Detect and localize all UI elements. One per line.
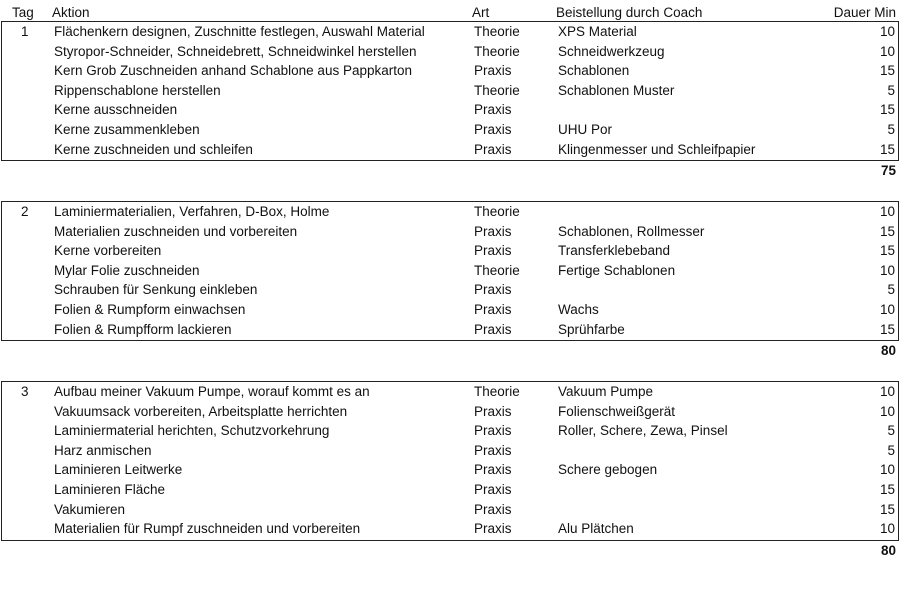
day-number: 2 xyxy=(21,204,29,219)
cell-art: Theorie xyxy=(474,24,520,39)
cell-dauer: 5 xyxy=(887,121,895,137)
cell-dauer: 10 xyxy=(879,384,895,399)
table-row xyxy=(2,22,898,42)
table-row xyxy=(2,460,898,480)
day-block-2 xyxy=(1,201,899,341)
day-number: 1 xyxy=(21,24,29,39)
cell-art: Theorie xyxy=(474,204,520,219)
day-block-1 xyxy=(1,21,899,161)
cell-beistellung: Alu Plätchen xyxy=(558,521,634,537)
cell-dauer: 10 xyxy=(879,204,895,219)
cell-dauer: 10 xyxy=(879,262,895,278)
cell-aktion: Aufbau meiner Vakuum Pumpe, worauf kommt es an xyxy=(54,384,370,399)
cell-dauer: 10 xyxy=(879,462,895,478)
cell-art: Praxis xyxy=(474,521,512,537)
cell-beistellung: Schneidwerkzeug xyxy=(558,43,665,59)
cell-dauer: 10 xyxy=(879,301,895,317)
day-total: 80 xyxy=(880,542,896,558)
cell-aktion: Kerne ausschneiden xyxy=(54,102,178,118)
cell-art: Praxis xyxy=(474,462,512,478)
cell-aktion: Vakuumsack vorbereiten, Arbeitsplatte herrichten xyxy=(54,403,348,419)
cell-aktion: Kern Grob Zuschneiden anhand Schablone aus Pappkarton xyxy=(54,63,413,79)
table-row xyxy=(2,81,898,101)
table-row xyxy=(2,441,898,461)
cell-dauer: 15 xyxy=(879,481,895,497)
table-row xyxy=(2,222,898,242)
cell-beistellung: XPS Material xyxy=(558,24,637,39)
cell-aktion: Kerne vorbereiten xyxy=(54,243,162,259)
cell-beistellung: Roller, Schere, Zewa, Pinsel xyxy=(558,423,728,439)
table-row xyxy=(2,280,898,300)
header-tag: Tag xyxy=(12,5,34,20)
table-row xyxy=(2,500,898,520)
table-row xyxy=(2,402,898,422)
cell-beistellung: UHU Por xyxy=(558,121,613,137)
cell-beistellung: Schablonen xyxy=(558,63,630,79)
header-art: Art xyxy=(472,5,490,20)
cell-art: Praxis xyxy=(474,301,512,317)
cell-aktion: Rippenschablone herstellen xyxy=(54,82,221,98)
cell-dauer: 15 xyxy=(879,501,895,517)
table-row xyxy=(2,241,898,261)
cell-aktion: Folien & Rumpfform lackieren xyxy=(54,321,232,337)
cell-beistellung: Folienschweißgerät xyxy=(558,403,676,419)
cell-aktion: Materialien zuschneiden und vorbereiten xyxy=(54,223,298,239)
cell-beistellung: Sprühfarbe xyxy=(558,321,625,337)
cell-aktion: Laminieren Fläche xyxy=(54,481,166,497)
cell-beistellung: Schere gebogen xyxy=(558,462,658,478)
day-total: 75 xyxy=(880,163,896,179)
cell-aktion: Laminiermaterialien, Verfahren, D-Box, Holme xyxy=(54,204,330,219)
table-row xyxy=(2,100,898,120)
cell-beistellung: Vakuum Pumpe xyxy=(558,384,654,399)
cell-art: Praxis xyxy=(474,102,512,118)
table-row xyxy=(2,202,898,222)
table-row xyxy=(2,519,898,539)
cell-art: Theorie xyxy=(474,82,520,98)
cell-art: Praxis xyxy=(474,321,512,337)
cell-art: Praxis xyxy=(474,481,512,497)
table-row xyxy=(2,140,898,160)
table-row xyxy=(2,421,898,441)
cell-art: Praxis xyxy=(474,423,512,439)
table-row xyxy=(2,320,898,340)
cell-beistellung: Schablonen Muster xyxy=(558,82,675,98)
cell-beistellung: Klingenmesser und Schleifpapier xyxy=(558,141,756,157)
cell-dauer: 5 xyxy=(887,423,895,439)
cell-art: Praxis xyxy=(474,442,512,458)
day-block-3 xyxy=(1,381,899,541)
cell-dauer: 10 xyxy=(879,521,895,537)
cell-beistellung: Schablonen, Rollmesser xyxy=(558,223,705,239)
table-row xyxy=(2,120,898,140)
cell-aktion: Folien & Rumpform einwachsen xyxy=(54,301,246,317)
cell-aktion: Harz anmischen xyxy=(54,442,152,458)
cell-aktion: Kerne zuschneiden und schleifen xyxy=(54,141,253,157)
cell-aktion: Styropor-Schneider, Schneidebrett, Schneidwinkel herstellen xyxy=(54,43,417,59)
cell-beistellung: Wachs xyxy=(558,301,599,317)
cell-aktion: Vakumieren xyxy=(54,501,126,517)
cell-beistellung: Transferklebeband xyxy=(558,243,671,259)
cell-dauer: 15 xyxy=(879,102,895,118)
header-dauer: Dauer Min xyxy=(833,5,896,20)
table-row xyxy=(2,61,898,81)
cell-aktion: Materialien für Rumpf zuschneiden und vorbereiten xyxy=(54,521,361,537)
cell-art: Theorie xyxy=(474,43,520,59)
cell-dauer: 10 xyxy=(879,403,895,419)
day-number: 3 xyxy=(21,384,29,399)
header-beistellung: Beistellung durch Coach xyxy=(556,5,703,20)
cell-beistellung: Fertige Schablonen xyxy=(558,262,676,278)
cell-dauer: 5 xyxy=(887,282,895,298)
cell-dauer: 15 xyxy=(879,321,895,337)
cell-art: Theorie xyxy=(474,384,520,399)
cell-dauer: 15 xyxy=(879,63,895,79)
cell-art: Theorie xyxy=(474,262,520,278)
cell-dauer: 5 xyxy=(887,82,895,98)
table-row xyxy=(2,382,898,402)
cell-art: Praxis xyxy=(474,223,512,239)
cell-art: Praxis xyxy=(474,501,512,517)
cell-dauer: 15 xyxy=(879,243,895,259)
cell-art: Praxis xyxy=(474,141,512,157)
table-row xyxy=(2,480,898,500)
cell-dauer: 10 xyxy=(879,24,895,39)
cell-aktion: Mylar Folie zuschneiden xyxy=(54,262,200,278)
cell-art: Praxis xyxy=(474,282,512,298)
table-row xyxy=(2,42,898,62)
cell-art: Praxis xyxy=(474,243,512,259)
cell-art: Praxis xyxy=(474,121,512,137)
cell-dauer: 10 xyxy=(879,43,895,59)
cell-aktion: Flächenkern designen, Zuschnitte festlegen, Auswahl Material xyxy=(54,24,425,39)
cell-aktion: Laminiermaterial herichten, Schutzvorkehrung xyxy=(54,423,330,439)
table-row xyxy=(2,300,898,320)
header-aktion: Aktion xyxy=(52,5,90,20)
cell-aktion: Kerne zusammenkleben xyxy=(54,121,200,137)
table-row xyxy=(2,261,898,281)
cell-dauer: 15 xyxy=(879,141,895,157)
cell-aktion: Laminieren Leitwerke xyxy=(54,462,183,478)
cell-dauer: 15 xyxy=(879,223,895,239)
cell-aktion: Schrauben für Senkung einkleben xyxy=(54,282,258,298)
cell-art: Praxis xyxy=(474,63,512,79)
cell-art: Praxis xyxy=(474,403,512,419)
cell-dauer: 5 xyxy=(887,442,895,458)
table-header xyxy=(0,3,900,21)
day-total: 80 xyxy=(880,343,896,359)
